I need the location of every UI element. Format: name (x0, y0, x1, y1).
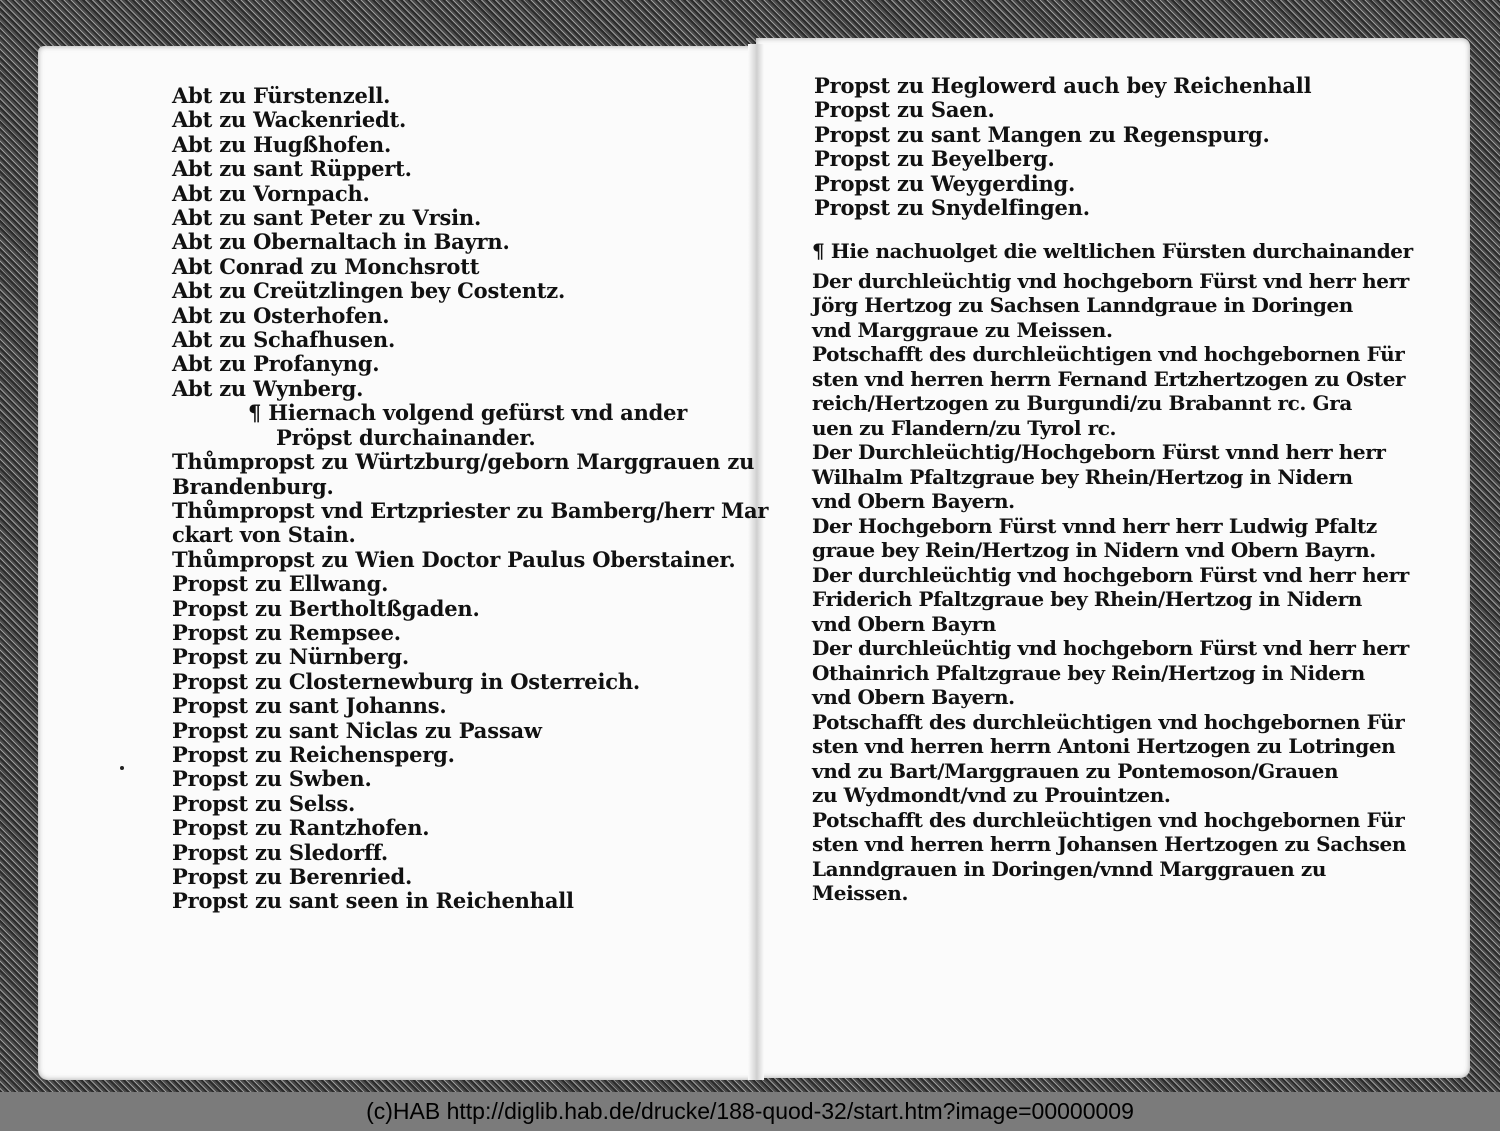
text-line: Propst zu sant seen in Reichenhall (172, 888, 574, 914)
copyright-footer: (c)HAB http://diglib.hab.de/drucke/188-quod-32/start.htm?image=00000009 (0, 1092, 1500, 1131)
text-line: Der Durchleüchtig/Hochgeborn Fürst vnnd herr herr (812, 440, 1386, 464)
text-line: vnd Marggraue zu Meissen. (812, 317, 1113, 342)
text-line: Der Hochgeborn Fürst vnnd herr herr Ludwig Pfaltz (812, 513, 1377, 538)
text-line: Propst zu sant Niclas zu Passaw (172, 717, 542, 743)
text-line: uen zu Flandern/zu Tyrol rc. (812, 415, 1117, 440)
section-heading-continued: Pröpst durchainander. (276, 424, 536, 450)
text-line: Propst zu Reichensperg. (172, 741, 455, 767)
text-line: Propst zu Nürnberg. (172, 644, 409, 670)
text-line: Abt zu Wackenriedt. (172, 107, 407, 133)
text-line: Propst zu Bertholtßgaden. (172, 595, 480, 621)
text-line: Propst zu Ellwang. (172, 571, 389, 597)
text-line: Abt zu Wynberg. (172, 375, 364, 401)
text-line: Propst zu Weygerding. (814, 170, 1076, 196)
text-line: Propst zu Snydelfingen. (814, 195, 1090, 221)
ink-speck (120, 766, 124, 770)
text-line: ckart von Stain. (172, 522, 356, 548)
text-line: Propst zu Heglowerd auch bey Reichenhall (814, 73, 1312, 98)
text-line: Potschafft des durchleüchtigen vnd hochgebornen Für (812, 709, 1405, 734)
text-line: Propst zu Closternewburg in Osterreich. (172, 668, 641, 694)
right-page-princes-list (812, 239, 1413, 906)
text-line: sten vnd herren herrn Antoni Hertzogen zu Lotringen (812, 734, 1396, 758)
text-line: Abt zu Profanyng. (172, 351, 380, 377)
text-line: Wilhalm Pfaltzgraue bey Rhein/Hertzog in Nidern (812, 464, 1353, 489)
text-line: Propst zu Berenried. (172, 864, 413, 889)
text-line: Propst zu Rantzhofen. (172, 815, 430, 841)
text-line: vnd Obern Bayern. (812, 489, 1015, 513)
text-line: sten vnd herren herrn Johansen Hertzogen zu Sachsen (812, 832, 1406, 856)
text-line: Lanndgrauen in Doringen/vnnd Marggrauen zu (812, 856, 1326, 881)
text-line: Abt zu Obernaltach in Bayrn. (172, 229, 510, 255)
text-line: Meissen. (812, 881, 909, 905)
left-page-text (172, 84, 768, 914)
text-line: reich/Hertzogen zu Burgundi/zu Brabannt rc. Gra (812, 391, 1352, 415)
text-line: Potschafft des durchleüchtigen vnd hochgebornen Für (812, 342, 1405, 366)
text-line: Propst zu Saen. (814, 97, 995, 123)
text-line: Friderich Pfaltzgraue bey Rhein/Hertzog in Nidern (812, 587, 1362, 611)
text-line: Propst zu Selss. (172, 790, 356, 816)
text-line: Abt Conrad zu Monchsrott (172, 253, 480, 279)
text-line: Der durchleüchtig vnd hochgeborn Fürst vnd herr herr (812, 636, 1409, 660)
text-line: zu Wydmondt/vnd zu Prouintzen. (812, 783, 1171, 807)
text-line: Abt zu Vornpach. (172, 180, 370, 206)
text-line: Propst zu Beyelberg. (814, 146, 1055, 172)
text-line: Othainrich Pfaltzgraue bey Rein/Hertzog in Nidern (812, 660, 1365, 685)
text-line: vnd zu Bart/Marggrauen zu Pontemoson/Grauen (812, 758, 1339, 783)
text-line: Abt zu Creützlingen bey Costentz. (172, 278, 566, 304)
text-line: Propst zu Rempsee. (172, 619, 401, 645)
right-page-provost-list (814, 74, 1311, 220)
text-line: Der durchleüchtig vnd hochgeborn Fürst vnd herr herr (812, 562, 1409, 587)
section-heading: ¶ Hiernach volgend gefürst vnd ander (248, 400, 688, 426)
text-line: Jörg Hertzog zu Sachsen Lanndgraue in Doringen (812, 293, 1353, 317)
text-line: graue bey Rein/Hertzog in Nidern vnd Obern Bayrn. (812, 538, 1376, 562)
text-line: Brandenburg. (172, 473, 334, 499)
text-line: Potschafft des durchleüchtigen vnd hochgebornen Für (812, 807, 1405, 832)
text-line: Abt zu Osterhofen. (172, 302, 390, 328)
text-line: Abt zu sant Rüppert. (172, 156, 412, 182)
text-line: Thůmpropst vnd Ertzpriester zu Bamberg/herr Mar (172, 497, 769, 523)
text-line: Der durchleüchtig vnd hochgeborn Fürst vnd herr herr (812, 268, 1409, 293)
text-line: Abt zu Hugßhofen. (172, 131, 392, 157)
text-line: Abt zu Fürstenzell. (172, 83, 391, 108)
text-line: Propst zu Swben. (172, 766, 372, 792)
text-line: Propst zu Sledorff. (172, 839, 388, 865)
text-line: Thůmpropst zu Würtzburg/geborn Marggrauen zu (172, 449, 755, 475)
text-line: vnd Obern Bayern. (812, 685, 1015, 709)
text-line: Thůmpropst zu Wien Doctor Paulus Oberstainer. (172, 546, 736, 572)
text-line: sten vnd herren herrn Fernand Ertzhertzogen zu Oster (812, 366, 1406, 391)
text-line: Propst zu sant Mangen zu Regenspurg. (814, 121, 1270, 147)
text-line: Abt zu Schafhusen. (172, 327, 396, 353)
section-heading: ¶ Hie nachuolget die weltlichen Fürsten durchainander (812, 239, 1413, 263)
text-line: Abt zu sant Peter zu Vrsin. (172, 205, 482, 231)
text-line: vnd Obern Bayrn (812, 611, 996, 636)
text-line: Propst zu sant Johanns. (172, 693, 447, 719)
